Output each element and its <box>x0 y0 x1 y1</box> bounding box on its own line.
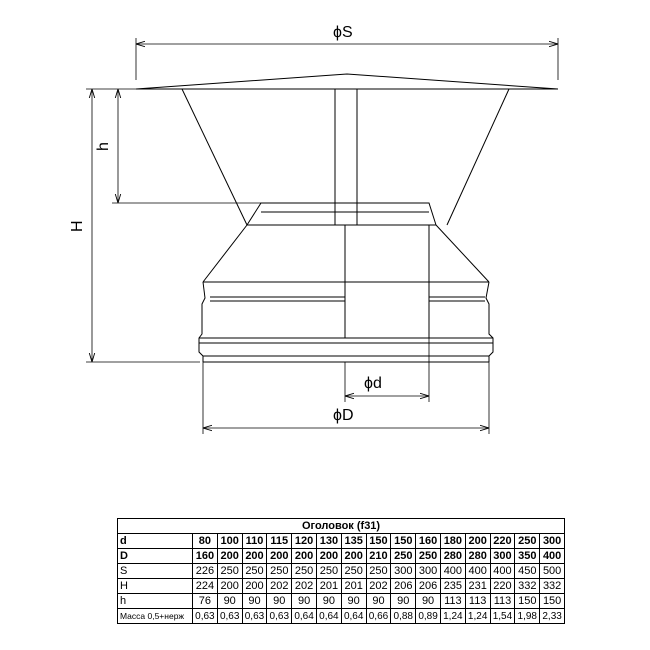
table-cell: 113 <box>465 594 490 609</box>
table-cell: 200 <box>316 549 341 564</box>
table-cell: 160 <box>416 534 441 549</box>
center-rod <box>335 89 357 225</box>
table-cell: 332 <box>540 579 565 594</box>
dimension-h-total <box>86 89 200 362</box>
table-cell: 250 <box>341 564 366 579</box>
table-cell: 235 <box>440 579 465 594</box>
table-cell: 400 <box>440 564 465 579</box>
table-cell: 250 <box>416 549 441 564</box>
row-label: d <box>118 534 193 549</box>
table-cell: 90 <box>267 594 292 609</box>
label-d: ϕd <box>364 375 382 392</box>
table-cell: 400 <box>465 564 490 579</box>
table-caption-row <box>118 519 565 534</box>
row-label: H <box>118 579 193 594</box>
pipe-body <box>199 282 493 362</box>
table-cell: 0,63 <box>242 609 267 624</box>
table-cell: 0,63 <box>193 609 218 624</box>
table-row <box>118 534 565 549</box>
table-cell: 300 <box>416 564 441 579</box>
table-cell: 1,54 <box>490 609 515 624</box>
table-cell: 150 <box>366 534 391 549</box>
table-cell: 100 <box>217 534 242 549</box>
table-cell: 0,64 <box>341 609 366 624</box>
label-h-total: H <box>69 220 86 232</box>
table-cell: 201 <box>341 579 366 594</box>
table-cell: 250 <box>366 564 391 579</box>
table-cell: 500 <box>540 564 565 579</box>
table-row <box>118 579 565 594</box>
table-cell: 150 <box>515 594 540 609</box>
table-cell: 206 <box>391 579 416 594</box>
table-cell: 0,63 <box>217 609 242 624</box>
table-cell: 0,64 <box>316 609 341 624</box>
table-body <box>118 534 565 624</box>
table-cell: 1,98 <box>515 609 540 624</box>
table-cell: 224 <box>193 579 218 594</box>
table-cell: 90 <box>366 594 391 609</box>
table-caption: Оголовок (f31) <box>118 519 565 534</box>
table-cell: 90 <box>341 594 366 609</box>
table-cell: 200 <box>242 549 267 564</box>
table-cell: 0,66 <box>366 609 391 624</box>
table-cell: 180 <box>440 534 465 549</box>
table-cell: 220 <box>490 579 515 594</box>
table-cell: 250 <box>267 564 292 579</box>
table-cell: 80 <box>193 534 218 549</box>
table-cell: 300 <box>540 534 565 549</box>
table-cell: 250 <box>292 564 317 579</box>
table-cell: 1,24 <box>440 609 465 624</box>
table-cell: 400 <box>490 564 515 579</box>
table-row <box>118 594 565 609</box>
table-cell: 200 <box>217 579 242 594</box>
table-cell: 200 <box>341 549 366 564</box>
body-cone <box>203 225 489 282</box>
table-row <box>118 564 565 579</box>
label-s: ϕS <box>333 24 353 41</box>
label-d-outer: ϕD <box>333 407 354 424</box>
table-cell: 200 <box>465 534 490 549</box>
table-cell: 90 <box>391 594 416 609</box>
top-collar <box>247 203 436 225</box>
table-cell: 0,88 <box>391 609 416 624</box>
cap-cone <box>136 74 558 225</box>
table-cell: 0,89 <box>416 609 441 624</box>
table-cell: 150 <box>391 534 416 549</box>
table-cell: 220 <box>490 534 515 549</box>
table-cell: 113 <box>440 594 465 609</box>
table-cell: 206 <box>416 579 441 594</box>
table-row <box>118 609 565 624</box>
table-cell: 115 <box>267 534 292 549</box>
row-label: S <box>118 564 193 579</box>
table-cell: 280 <box>465 549 490 564</box>
dimension-h-small <box>112 89 261 203</box>
table-cell: 200 <box>217 549 242 564</box>
table-cell: 76 <box>193 594 218 609</box>
table-cell: 90 <box>416 594 441 609</box>
table-cell: 202 <box>267 579 292 594</box>
label-h-small: h <box>95 142 112 151</box>
row-label: h <box>118 594 193 609</box>
table-cell: 300 <box>490 549 515 564</box>
table-cell: 202 <box>366 579 391 594</box>
table-cell: 150 <box>540 594 565 609</box>
table-cell: 280 <box>440 549 465 564</box>
table-cell: 300 <box>391 564 416 579</box>
row-label: D <box>118 549 193 564</box>
table-cell: 2,33 <box>540 609 565 624</box>
table-cell: 450 <box>515 564 540 579</box>
table-cell: 113 <box>490 594 515 609</box>
table-cell: 250 <box>217 564 242 579</box>
table-cell: 250 <box>316 564 341 579</box>
table-cell: 110 <box>242 534 267 549</box>
table-cell: 200 <box>267 549 292 564</box>
table-cell: 226 <box>193 564 218 579</box>
table-cell: 0,63 <box>267 609 292 624</box>
table-cell: 200 <box>242 579 267 594</box>
table-cell: 231 <box>465 579 490 594</box>
table-cell: 130 <box>316 534 341 549</box>
table-cell: 1,24 <box>465 609 490 624</box>
table-cell: 350 <box>515 549 540 564</box>
table-cell: 160 <box>193 549 218 564</box>
row-label: Масса 0,5+нерж <box>118 609 193 624</box>
table-cell: 90 <box>217 594 242 609</box>
table-cell: 120 <box>292 534 317 549</box>
table-cell: 200 <box>292 549 317 564</box>
table-cell: 210 <box>366 549 391 564</box>
table-cell: 332 <box>515 579 540 594</box>
table-cell: 0,64 <box>292 609 317 624</box>
table-cell: 90 <box>292 594 317 609</box>
table-cell: 135 <box>341 534 366 549</box>
table-cell: 250 <box>391 549 416 564</box>
table-cell: 250 <box>515 534 540 549</box>
table-row <box>118 549 565 564</box>
table-cell: 201 <box>316 579 341 594</box>
table-cell: 250 <box>242 564 267 579</box>
table-cell: 202 <box>292 579 317 594</box>
table-cell: 90 <box>316 594 341 609</box>
dimension-d <box>345 338 429 402</box>
dimensions-table <box>117 518 565 624</box>
table-cell: 400 <box>540 549 565 564</box>
table-cell: 90 <box>242 594 267 609</box>
